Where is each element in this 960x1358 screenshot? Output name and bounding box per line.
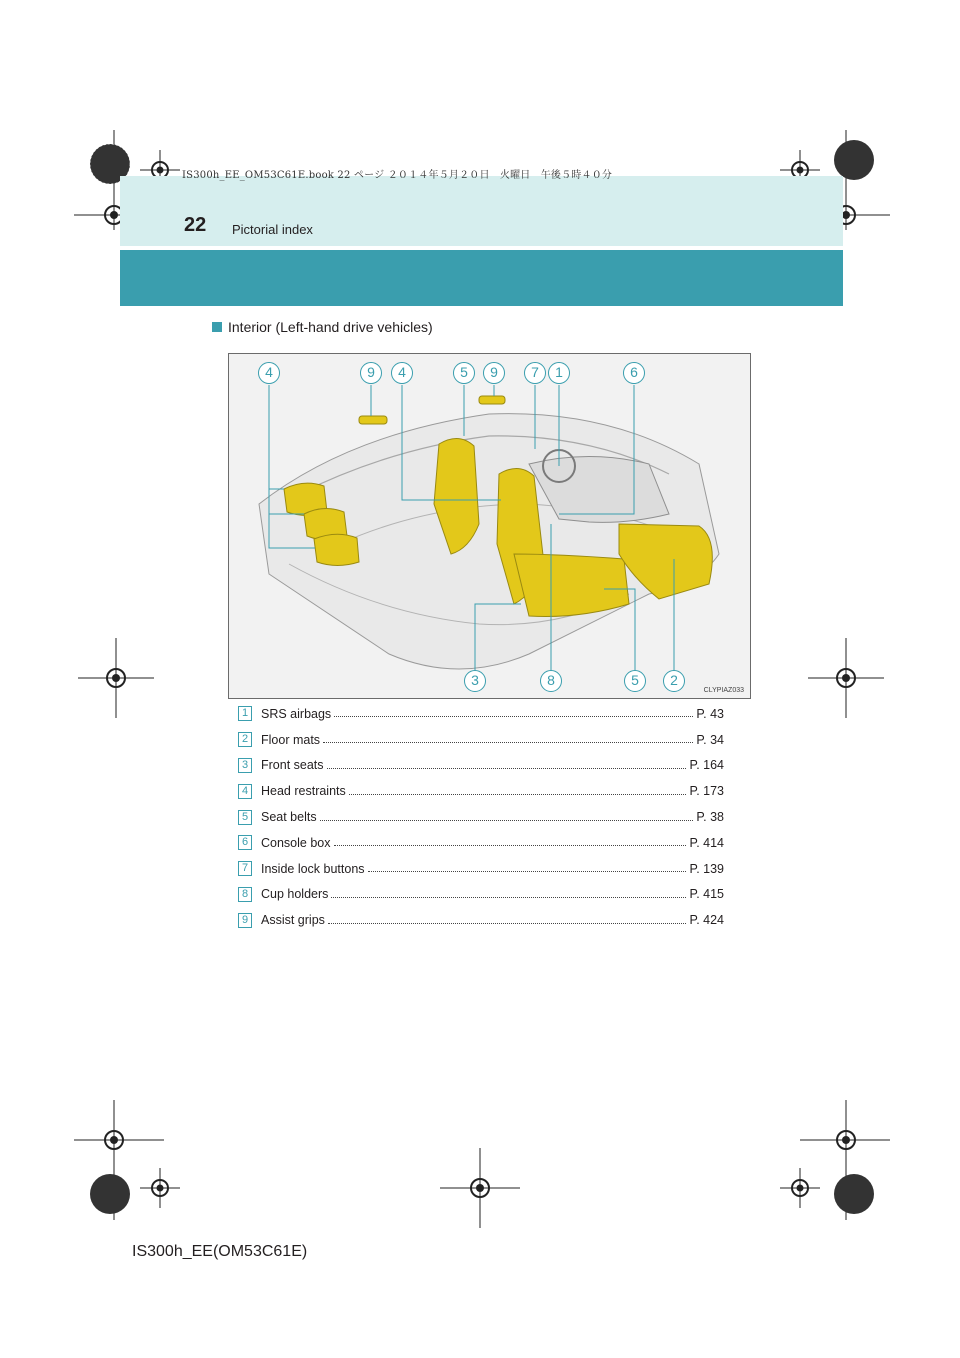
index-row bbox=[238, 882, 724, 908]
index-page-ref[interactable]: P. 173 bbox=[689, 784, 724, 799]
index-number-badge: 3 bbox=[238, 758, 252, 773]
callout-bottom-3: 3 bbox=[464, 670, 486, 692]
index-label[interactable]: SRS airbags bbox=[261, 706, 332, 721]
pictorial-index-list bbox=[238, 701, 724, 933]
index-number-badge: 4 bbox=[238, 784, 252, 799]
section-bullet-icon bbox=[212, 322, 222, 332]
callout-bottom-2: 2 bbox=[663, 670, 685, 692]
index-label[interactable]: Floor mats bbox=[261, 732, 321, 747]
dot-leader bbox=[334, 716, 693, 717]
index-number-badge: 2 bbox=[238, 732, 252, 747]
figure-code: CLYPIAZ033 bbox=[703, 687, 744, 694]
header-band-dark bbox=[120, 250, 843, 306]
index-row bbox=[238, 701, 724, 727]
index-number-badge: 6 bbox=[238, 835, 252, 850]
header-band-light bbox=[120, 176, 843, 246]
index-number-badge: 8 bbox=[238, 887, 252, 902]
index-row bbox=[238, 830, 724, 856]
index-label[interactable]: Console box bbox=[261, 835, 331, 850]
index-label[interactable]: Cup holders bbox=[261, 887, 329, 902]
callout-top-4a: 4 bbox=[258, 362, 280, 384]
index-page-ref[interactable]: P. 139 bbox=[689, 861, 724, 876]
index-label[interactable]: Seat belts bbox=[261, 810, 317, 825]
index-label[interactable]: Front seats bbox=[261, 758, 324, 773]
file-stamp: IS300h_EE_OM53C61E.book 22 ページ ２０１４年５月２０日 火曜日 午後５時４０分 bbox=[182, 170, 613, 181]
section-title bbox=[212, 319, 433, 335]
dot-leader bbox=[327, 768, 687, 769]
page-number: 22 bbox=[184, 214, 207, 236]
index-page-ref[interactable]: P. 38 bbox=[696, 810, 724, 825]
index-page-ref[interactable]: P. 415 bbox=[689, 887, 724, 902]
index-number-badge: 1 bbox=[238, 706, 252, 721]
dot-leader bbox=[323, 742, 693, 743]
callout-top-4b: 4 bbox=[391, 362, 413, 384]
page-heading: Pictorial index bbox=[232, 222, 313, 237]
registration-mark-bottom-right-inner bbox=[780, 1168, 820, 1208]
footer-document-code: IS300h_EE(OM53C61E) bbox=[132, 1243, 308, 1260]
index-row bbox=[238, 856, 724, 882]
callout-bottom-5: 5 bbox=[624, 670, 646, 692]
registration-mark-bottom-center bbox=[440, 1148, 520, 1228]
callout-top-6: 6 bbox=[623, 362, 645, 384]
index-page-ref[interactable]: P. 43 bbox=[696, 706, 724, 721]
index-number-badge: 5 bbox=[238, 810, 252, 825]
index-row bbox=[238, 907, 724, 933]
index-label[interactable]: Head restraints bbox=[261, 784, 346, 799]
callout-bottom-8: 8 bbox=[540, 670, 562, 692]
callout-top-5: 5 bbox=[453, 362, 475, 384]
car-interior-drawing bbox=[229, 354, 751, 699]
section-title-text: Interior (Left-hand drive vehicles) bbox=[228, 319, 433, 335]
index-number-badge: 9 bbox=[238, 913, 252, 928]
registration-mark-mid-left bbox=[78, 638, 154, 718]
index-label[interactable]: Assist grips bbox=[261, 913, 325, 928]
dot-leader bbox=[334, 845, 687, 846]
index-row bbox=[238, 778, 724, 804]
index-row bbox=[238, 804, 724, 830]
index-label[interactable]: Inside lock buttons bbox=[261, 861, 365, 876]
index-row bbox=[238, 753, 724, 779]
index-page-ref[interactable]: P. 34 bbox=[696, 732, 724, 747]
dot-leader bbox=[328, 923, 687, 924]
callout-top-9a: 9 bbox=[360, 362, 382, 384]
interior-illustration bbox=[228, 353, 751, 699]
index-number-badge: 7 bbox=[238, 861, 252, 876]
index-page-ref[interactable]: P. 164 bbox=[689, 758, 724, 773]
callout-top-1: 1 bbox=[548, 362, 570, 384]
registration-mark-mid-right bbox=[808, 638, 884, 718]
index-row bbox=[238, 727, 724, 753]
dot-leader bbox=[349, 794, 687, 795]
callout-top-9b: 9 bbox=[483, 362, 505, 384]
dot-leader bbox=[368, 871, 687, 872]
index-page-ref[interactable]: P. 414 bbox=[689, 835, 724, 850]
callout-top-7: 7 bbox=[524, 362, 546, 384]
dot-leader bbox=[331, 897, 686, 898]
index-page-ref[interactable]: P. 424 bbox=[689, 913, 724, 928]
dot-leader bbox=[320, 820, 694, 821]
registration-mark-bottom-left-inner bbox=[140, 1168, 180, 1208]
